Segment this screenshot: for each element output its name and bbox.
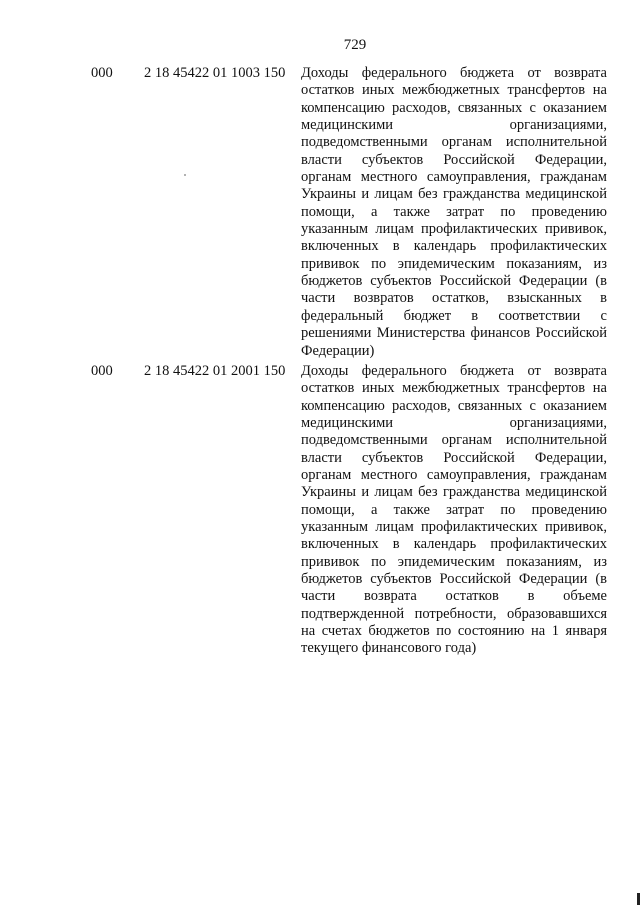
revenue-classification-table xyxy=(0,63,640,658)
table-row xyxy=(0,361,640,658)
revenue-description: Доходы федерального бюджета от возврата остатков иных межбюджетных трансфертов на компенсацию расходов, связанных с оказанием медицинскими организациями, подведомственными органам исполнительной власти субъектов Российской Федерации, органам местного самоуправления, гражданам Украины и лицам без гражданства медицинской помощи, а также затрат по проведению указанным лицам профилактических прививок, включенных в календарь профилактических прививок по эпидемическим показаниям, из бюджетов субъектов Российской Федерации (в части возврата остатков в объеме подтвержденной потребности, образовавшихся на счетах бюджетов по состоянию на 1 января текущего финансового года) xyxy=(301,362,607,657)
budget-classification-code: 2 18 45422 01 1003 150 xyxy=(144,65,286,81)
scan-speck xyxy=(184,174,186,176)
administrator-code: 000 xyxy=(91,362,113,379)
page-number: 729 xyxy=(343,37,367,53)
budget-classification-code: 2 18 45422 01 2001 150 xyxy=(144,362,286,379)
administrator-code: 000 xyxy=(91,65,113,81)
revenue-description: Доходы федерального бюджета от возврата остатков иных межбюджетных трансфертов на компенсацию расходов, связанных с оказанием медицинскими организациями, подведомственными органам исполнительной власти субъектов Российской Федерации, органам местного самоуправления, гражданам Украины и лицам без гражданства медицинской помощи, а также затрат по проведению указанным лицам профилактических прививок, включенных в календарь профилактических прививок по эпидемическим показаниям, из бюджетов субъектов Российской Федерации (в части возвратов остатков, взысканных в федеральный бюджет в соответствии с решениями Министерства финансов Российской Федерации) xyxy=(301,65,607,359)
table-row xyxy=(0,63,640,360)
